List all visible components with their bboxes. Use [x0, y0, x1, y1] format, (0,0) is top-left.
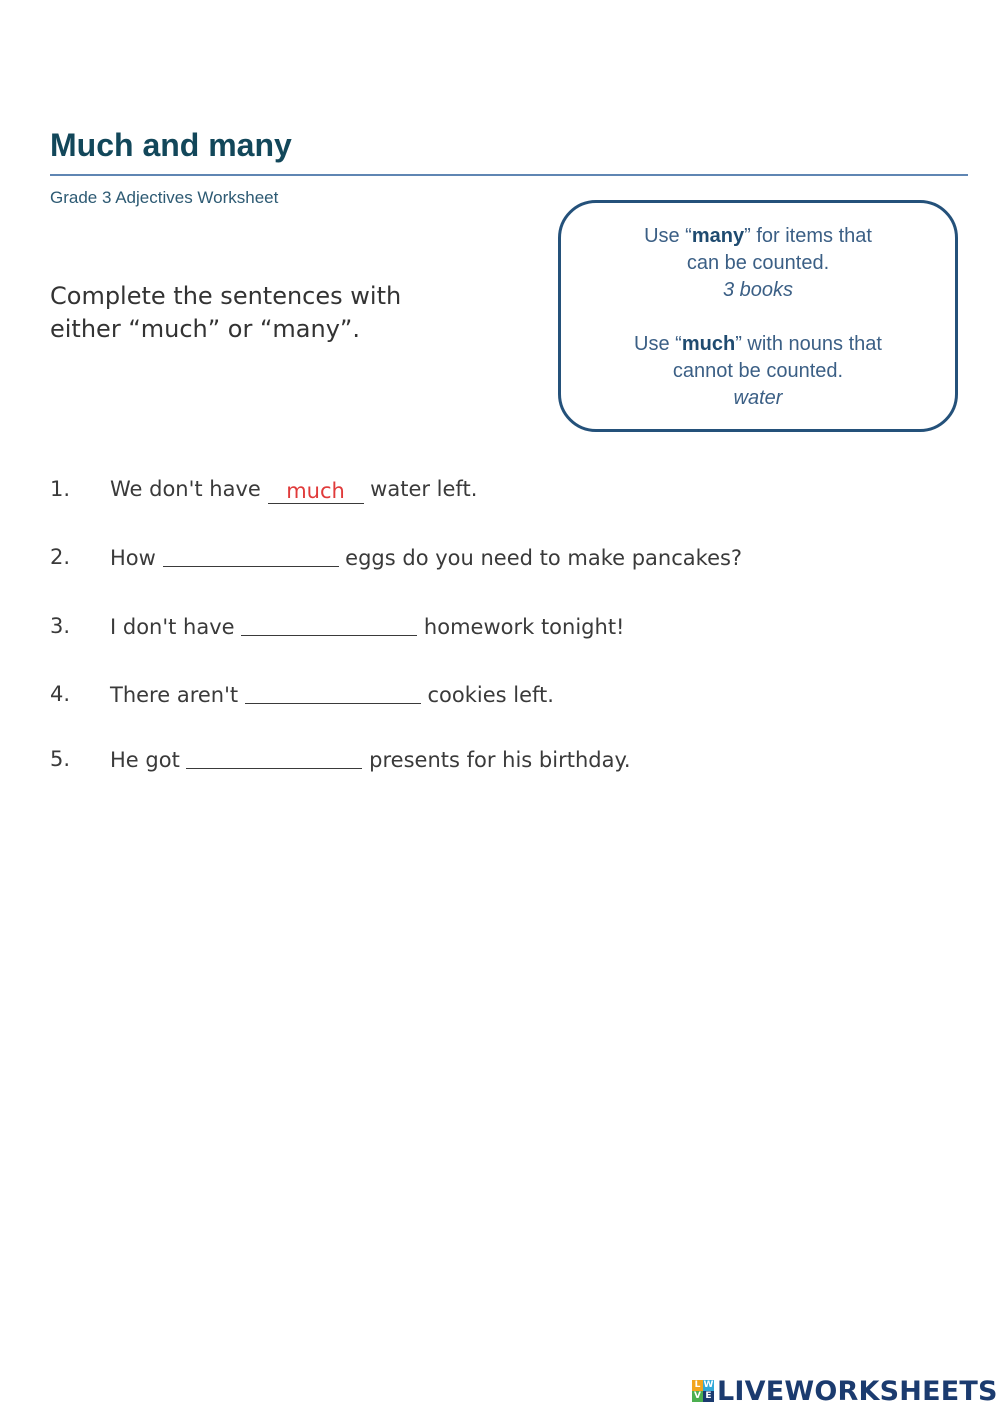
question-text: There aren't cookies left.: [110, 677, 554, 712]
question-number: 3.: [50, 614, 71, 638]
grammar-rule-box: [558, 200, 958, 432]
answer-blank[interactable]: much: [268, 479, 364, 504]
page-subtitle: Grade 3 Adjectives Worksheet: [50, 188, 279, 207]
answer-blank[interactable]: [186, 744, 362, 769]
many-keyword: many: [691, 225, 745, 247]
instructions: [50, 280, 490, 346]
question-text: I don't have homework tonight!: [110, 609, 624, 644]
liveworksheets-logo: [692, 1374, 998, 1408]
question-number: 1.: [50, 477, 71, 501]
question-number: 5.: [50, 747, 71, 771]
page-title: Much and many: [50, 127, 292, 163]
instructions-line-1: Complete the sentences with: [50, 282, 402, 310]
many-rule-line-2: can be counted.: [686, 252, 830, 274]
much-example: water: [733, 387, 783, 409]
liveworksheets-mark-icon: L W V E: [692, 1380, 714, 1402]
much-rule-line-1: Use “much” with nouns that: [634, 333, 882, 355]
answer-blank[interactable]: [245, 679, 421, 704]
question-text: We don't have much water left.: [110, 477, 478, 503]
much-keyword: much: [681, 333, 736, 355]
instructions-line-2: either “much” or “many”.: [50, 315, 360, 343]
many-rule-line-1: Use “many” for items that: [644, 225, 872, 247]
logo-text: LIVEWORKSHEETS: [717, 1375, 998, 1407]
answer-blank[interactable]: [163, 542, 339, 567]
question-text: How eggs do you need to make pancakes?: [110, 540, 742, 575]
title-divider: [50, 174, 968, 176]
question-number: 4.: [50, 682, 71, 706]
much-rule-line-2: cannot be counted.: [672, 360, 844, 382]
question-text: He got presents for his birthday.: [110, 742, 631, 777]
answer-blank[interactable]: [241, 611, 417, 636]
question-number: 2.: [50, 545, 71, 569]
many-example: 3 books: [722, 279, 794, 301]
